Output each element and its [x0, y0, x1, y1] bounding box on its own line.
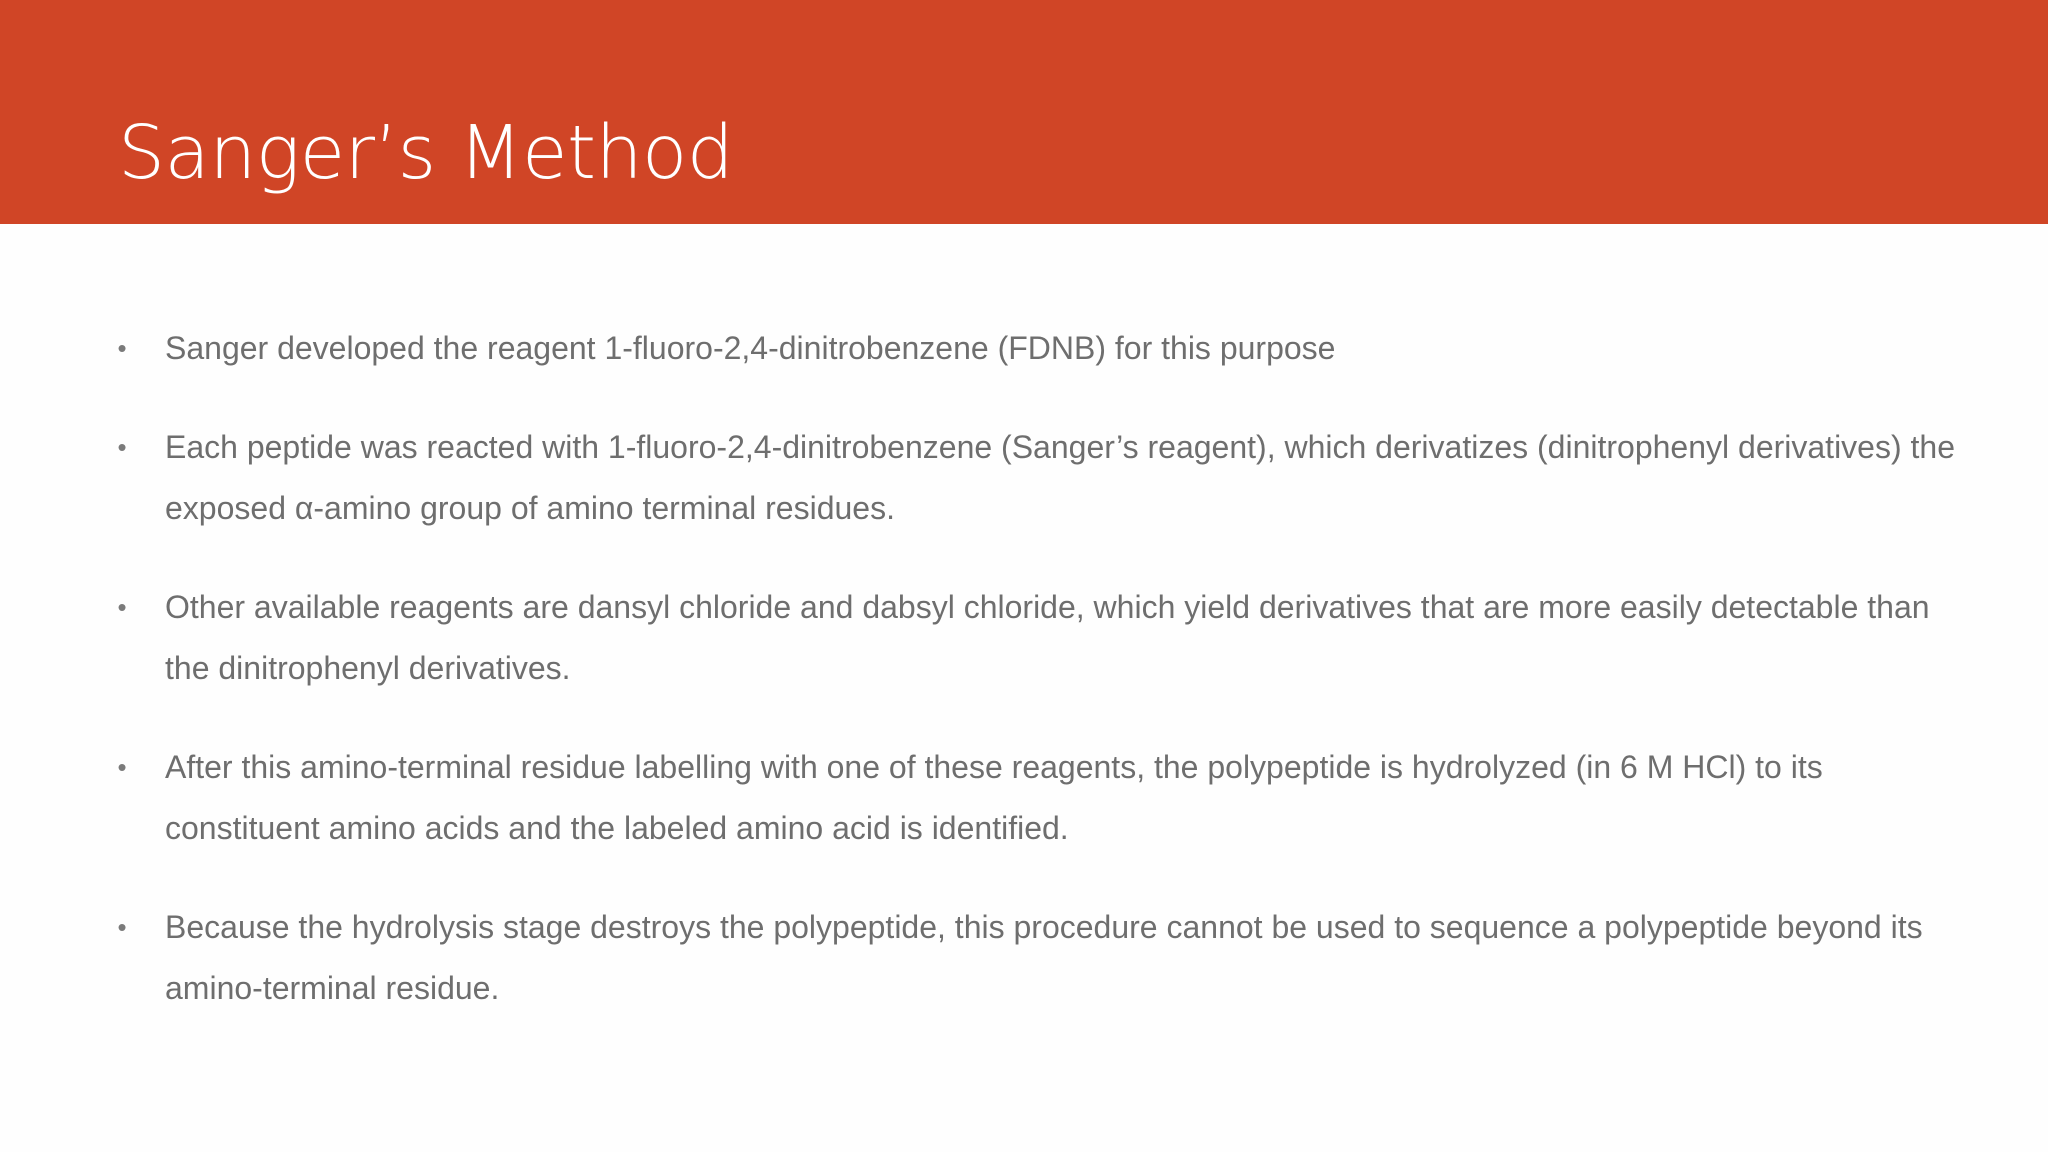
bullet-text: Each peptide was reacted with 1-fluoro-2,4-dinitrobenzene (Sanger’s reagent), which derivatizes (dinitrophenyl derivatives) the exposed α-amino group of amino terminal residues.	[165, 429, 1955, 526]
title-bar	[0, 0, 2048, 224]
bullet-item	[112, 417, 1962, 539]
bullet-item	[112, 897, 1962, 1019]
bullet-text: Sanger developed the reagent 1-fluoro-2,4-dinitrobenzene (FDNB) for this purpose	[165, 330, 1336, 366]
bullet-item	[112, 318, 1962, 379]
bullet-text: After this amino-terminal residue labelling with one of these reagents, the polypeptide is hydrolyzed (in 6 M HCl) to its constituent amino acids and the labeled amino acid is identified.	[165, 749, 1823, 846]
slide-title: Sanger’s Method	[118, 110, 734, 196]
bullet-icon: •	[117, 333, 127, 363]
bullet-icon: •	[117, 752, 127, 782]
bullet-item	[112, 577, 1962, 699]
bullet-icon: •	[117, 912, 127, 942]
bullet-text: Because the hydrolysis stage destroys the polypeptide, this procedure cannot be used to sequence a polypeptide beyond its amino-terminal residue.	[165, 909, 1923, 1006]
bullet-text: Other available reagents are dansyl chloride and dabsyl chloride, which yield derivatives that are more easily detectable than the dinitrophenyl derivatives.	[165, 589, 1930, 686]
bullet-item	[112, 737, 1962, 859]
bullet-list	[112, 318, 1962, 1057]
bullet-icon: •	[117, 432, 127, 462]
bullet-icon: •	[117, 592, 127, 622]
